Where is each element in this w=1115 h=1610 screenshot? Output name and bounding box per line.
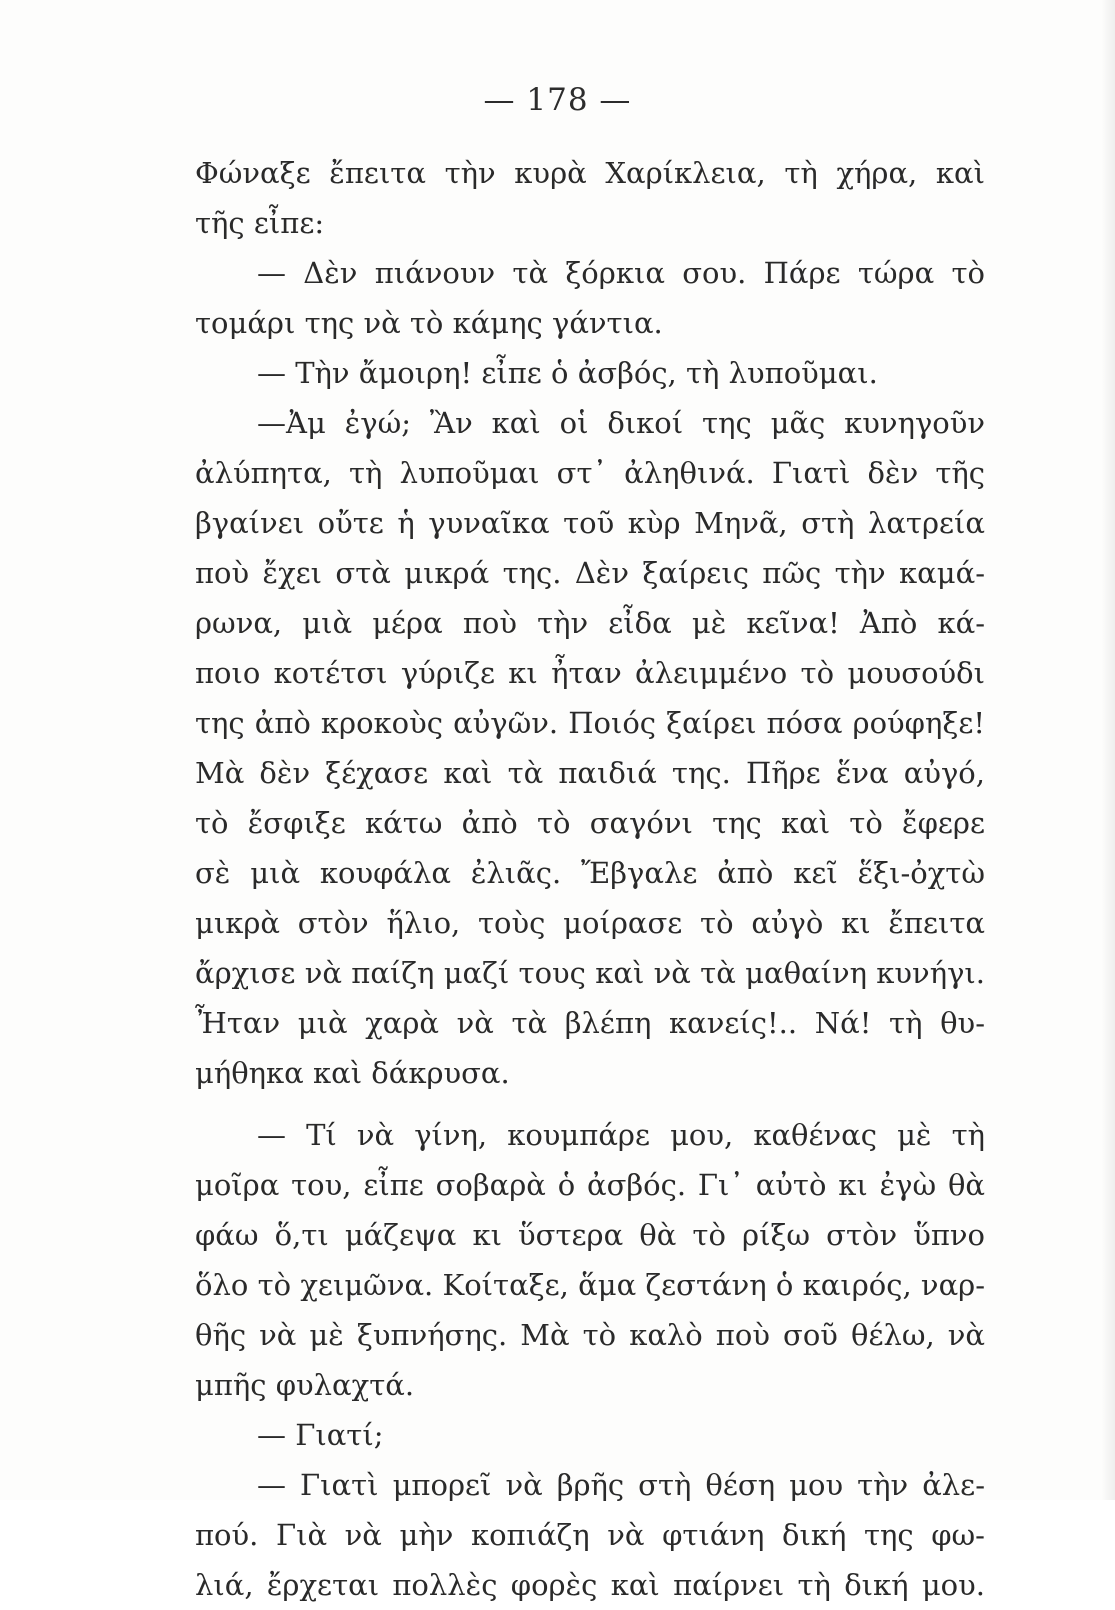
text-line: Μὰ δὲν ξέχασε καὶ τὰ παιδιά της. Πῆρε ἕνα αὐγό, [195,756,985,790]
text-line: — Δὲν πιάνουν τὰ ξόρκια σου. Πάρε τώρα τὸ [257,256,985,290]
page-number: — 178 — [483,82,632,118]
text-line: Φώναξε ἔπειτα τὴν κυρὰ Χαρίκλεια, τὴ χήρα, καὶ [195,156,985,190]
text-line: — Τί νὰ γίνη, κουμπάρε μου, καθένας μὲ τὴ [257,1118,985,1152]
text-line: πού. Γιὰ νὰ μὴν κοπιάζη νὰ φτιάνη δική της φω- [195,1518,985,1552]
text-line: — Γιατί; [257,1418,384,1452]
text-line: βγαίνει οὔτε ἡ γυναῖκα τοῦ κὺρ Μηνᾶ, στὴ λατρεία [195,506,985,540]
text-line: τὸ ἔσφιξε κάτω ἀπὸ τὸ σαγόνι της καὶ τὸ ἔφερε [195,806,985,840]
text-line: ρωνα, μιὰ μέρα ποὺ τὴν εἶδα μὲ κεῖνα! Ἀπὸ κά- [195,606,985,640]
text-line: μικρὰ στὸν ἥλιο, τοὺς μοίρασε τὸ αὐγὸ κι ἔπειτα [195,906,985,940]
page-edge-shadow [1101,0,1115,1500]
text-line: — Τὴν ἄμοιρη! εἶπε ὁ ἀσβός, τὴ λυποῦμαι. [257,356,878,390]
text-line: τῆς εἶπε: [195,206,325,240]
text-line: ἀλύπητα, τὴ λυποῦμαι στ᾿ ἀληθινά. Γιατὶ δὲν τῆς [195,456,985,490]
text-line: ποὺ ἔχει στὰ μικρά της. Δὲν ξαίρεις πῶς τὴν καμά- [195,556,985,590]
text-line: της ἀπὸ κροκοὺς αὐγῶν. Ποιός ξαίρει πόσα ρούφηξε! [195,706,985,740]
text-line: ἄρχισε νὰ παίζη μαζί τους καὶ νὰ τὰ μαθαίνη κυνήγι. [195,956,985,990]
text-line: ποιο κοτέτσι γύριζε κι ἦταν ἀλειμμένο τὸ μουσούδι [195,656,985,690]
text-line: — Γιατὶ μπορεῖ νὰ βρῆς στὴ θέση μου τὴν ἀλε- [257,1468,985,1502]
text-line: —Ἀμ ἐγώ; Ἂν καὶ οἱ δικοί της μᾶς κυνηγοῦν [257,406,985,440]
text-line: τομάρι της νὰ τὸ κάμης γάντια. [195,306,663,340]
text-line: λιά, ἔρχεται πολλὲς φορὲς καὶ παίρνει τὴ δική μου. [195,1568,985,1602]
text-line: θῆς νὰ μὲ ξυπνήσης. Μὰ τὸ καλὸ ποὺ σοῦ θέλω, νὰ [195,1318,985,1352]
text-line: μήθηκα καὶ δάκρυσα. [195,1056,510,1090]
text-line: μπῆς φυλαχτά. [195,1368,415,1402]
text-line: σὲ μιὰ κουφάλα ἐλιᾶς. Ἔβγαλε ἀπὸ κεῖ ἕξι-ὀχτὼ [195,856,985,890]
text-line: μοῖρα του, εἶπε σοβαρὰ ὁ ἀσβός. Γι᾿ αὐτὸ κι ἐγὼ θὰ [195,1168,985,1202]
text-line: Ἦταν μιὰ χαρὰ νὰ τὰ βλέπη κανείς!.. Νά! τὴ θυ- [195,1006,985,1040]
text-line: ὅλο τὸ χειμῶνα. Κοίταξε, ἅμα ζεστάνη ὁ καιρός, ναρ- [195,1268,985,1302]
body-text [195,148,985,1610]
text-line: φάω ὅ,τι μάζεψα κι ὕστερα θὰ τὸ ρίξω στὸν ὕπνο [195,1218,985,1252]
